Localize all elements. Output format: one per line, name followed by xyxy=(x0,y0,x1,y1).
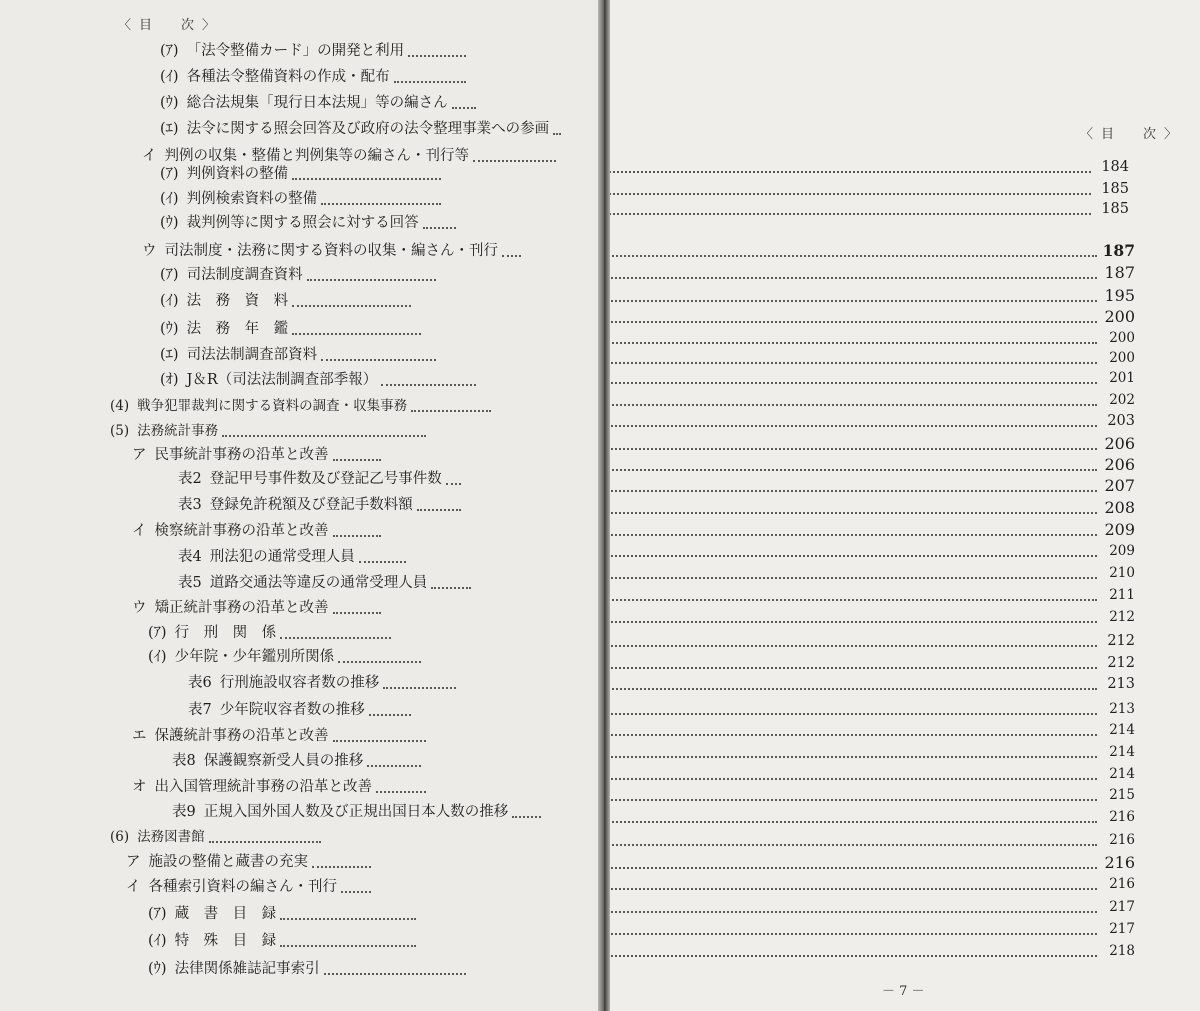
left-toc-entry xyxy=(126,876,375,898)
dot-leader xyxy=(610,703,1097,715)
right-toc-entry xyxy=(610,327,1135,349)
entry-marker: (5) xyxy=(110,423,130,439)
entry-title: 司法制度調査資料 xyxy=(186,267,303,283)
dot-leader xyxy=(610,161,1091,173)
dot-leader xyxy=(408,45,466,57)
dot-leader xyxy=(610,311,1097,323)
entry-marker: ア xyxy=(132,447,147,463)
entry-page-number: 212 xyxy=(1107,633,1135,649)
right-toc-entry xyxy=(610,475,1135,497)
entry-page-number: 187 xyxy=(1104,263,1135,282)
entry-title: 道路交通法等違反の通常受理人員 xyxy=(209,575,428,591)
entry-marker: (ｱ) xyxy=(160,166,179,182)
entry-page-number: 187 xyxy=(1102,241,1135,260)
entry-page-number: 209 xyxy=(1104,520,1135,539)
right-toc-entry xyxy=(610,784,1135,806)
entry-marker: 表6 xyxy=(188,675,212,691)
left-toc-entry xyxy=(148,622,395,644)
entry-marker: 表3 xyxy=(178,497,202,513)
entry-page-number: 200 xyxy=(1109,350,1135,366)
dot-leader xyxy=(369,704,411,716)
dot-leader xyxy=(411,400,491,412)
dot-leader xyxy=(610,811,1097,823)
entry-marker: (ｳ) xyxy=(160,95,179,111)
entry-title: 法務図書館 xyxy=(137,829,205,845)
dot-leader xyxy=(292,323,421,335)
right-toc-entry xyxy=(610,285,1135,307)
right-toc-entry xyxy=(610,454,1135,476)
entry-page-number: 218 xyxy=(1109,943,1135,959)
left-toc-entry xyxy=(160,66,470,88)
entry-page-number: 212 xyxy=(1107,655,1135,671)
entry-page-number: 216 xyxy=(1104,853,1135,872)
left-toc-entry xyxy=(148,930,420,952)
left-toc-entry xyxy=(160,369,480,391)
entry-page-number: 217 xyxy=(1109,921,1135,937)
dot-leader xyxy=(417,499,461,511)
left-toc-entry xyxy=(132,520,385,542)
entry-page-number: 216 xyxy=(1109,832,1135,848)
right-toc-entry xyxy=(610,389,1135,411)
right-toc-entry xyxy=(610,562,1135,584)
left-toc-entry xyxy=(178,468,465,490)
entry-page-number: 206 xyxy=(1104,434,1135,453)
dot-leader xyxy=(381,374,476,386)
dot-leader xyxy=(610,545,1097,557)
entry-page-number: 216 xyxy=(1109,809,1135,825)
left-toc-entry xyxy=(160,264,440,286)
entry-page-number: 211 xyxy=(1109,587,1135,603)
entry-marker: (ｱ) xyxy=(148,906,167,922)
right-toc-entry xyxy=(610,873,1135,895)
entry-marker: (ｳ) xyxy=(160,215,179,231)
dot-leader xyxy=(610,480,1097,492)
entry-marker: オ xyxy=(132,779,147,795)
entry-page-number: 210 xyxy=(1109,565,1135,581)
dot-leader xyxy=(610,372,1097,384)
entry-page-number: 200 xyxy=(1104,307,1135,326)
dot-leader xyxy=(610,635,1097,647)
page-number-footer: － 7 － xyxy=(882,984,925,999)
entry-marker: (ｲ) xyxy=(160,191,179,207)
entry-marker: 表8 xyxy=(172,753,196,769)
right-toc-entry xyxy=(610,519,1135,541)
entry-marker: (ｱ) xyxy=(160,43,179,59)
entry-page-number: 215 xyxy=(1109,787,1135,803)
entry-title: 判例の収集・整備と判例集等の編さん・刊行等 xyxy=(164,148,469,164)
dot-leader xyxy=(610,290,1097,302)
left-toc-entry xyxy=(132,444,385,466)
right-toc-entry xyxy=(610,741,1135,763)
entry-title: 戦争犯罪裁判に関する資料の調査・収集事務 xyxy=(137,398,408,414)
entry-title: 出入国管理統計事務の沿革と改善 xyxy=(154,779,372,795)
left-toc-entry xyxy=(110,826,325,848)
right-toc-entry xyxy=(610,918,1135,940)
entry-marker: 表5 xyxy=(178,575,202,591)
left-toc-entry xyxy=(178,546,410,568)
left-toc-entry xyxy=(142,240,525,262)
dot-leader xyxy=(321,349,436,361)
right-toc-entry xyxy=(610,673,1135,695)
dot-leader xyxy=(610,203,1091,215)
dot-leader xyxy=(324,963,466,975)
dot-leader xyxy=(610,857,1097,869)
left-toc-entry xyxy=(160,212,460,234)
entry-marker: ア xyxy=(126,854,141,870)
entry-marker: イ xyxy=(126,879,141,895)
right-toc-entry xyxy=(610,698,1135,720)
dot-leader xyxy=(502,245,521,257)
dot-leader xyxy=(338,651,421,663)
dot-leader xyxy=(610,901,1097,913)
dot-leader xyxy=(610,415,1097,427)
dot-leader xyxy=(376,781,426,793)
right-toc-entry xyxy=(610,262,1135,284)
left-toc-entry xyxy=(160,188,445,210)
dot-leader xyxy=(610,524,1097,536)
right-toc-entry xyxy=(610,156,1129,178)
dot-leader xyxy=(333,602,382,614)
right-toc-entry xyxy=(610,896,1135,918)
left-toc-entry xyxy=(178,494,465,516)
entry-title: 蔵 書 目 録 xyxy=(174,906,277,922)
dot-leader xyxy=(307,269,436,281)
dot-leader xyxy=(610,394,1097,406)
dot-leader xyxy=(610,567,1097,579)
dot-leader xyxy=(222,425,426,437)
entry-title: 裁判例等に関する照会に対する回答 xyxy=(186,215,419,231)
dot-leader xyxy=(610,267,1097,279)
entry-marker: 表4 xyxy=(178,549,202,565)
dot-leader xyxy=(610,768,1097,780)
entry-marker: (ｲ) xyxy=(160,69,179,85)
left-toc-entry xyxy=(172,801,545,823)
dot-leader xyxy=(473,150,556,162)
entry-title: 各種索引資料の編さん・刊行 xyxy=(148,879,337,895)
left-toc-entry xyxy=(160,290,415,312)
right-toc-entry xyxy=(610,198,1129,220)
dot-leader xyxy=(610,657,1097,669)
entry-page-number: 213 xyxy=(1107,676,1135,692)
left-toc-entry xyxy=(110,420,430,442)
entry-marker: (ｱ) xyxy=(160,267,179,283)
entry-page-number: 185 xyxy=(1101,201,1129,217)
left-toc-entry xyxy=(132,597,385,619)
entry-page-number: 213 xyxy=(1109,701,1135,717)
dot-leader xyxy=(610,945,1097,957)
dot-leader xyxy=(610,183,1091,195)
dot-leader xyxy=(512,806,541,818)
dot-leader xyxy=(383,677,456,689)
entry-title: 法律関係雑誌記事索引 xyxy=(174,961,320,977)
dot-leader xyxy=(610,789,1097,801)
left-toc-entry xyxy=(178,572,475,594)
right-toc-entry xyxy=(610,606,1135,628)
entry-title: 行 刑 関 係 xyxy=(174,625,277,641)
right-toc-entry xyxy=(610,347,1135,369)
entry-page-number: 216 xyxy=(1109,876,1135,892)
dot-leader xyxy=(610,746,1097,758)
right-page-header: 〈目 次〉 xyxy=(1080,127,1186,142)
dot-leader xyxy=(610,459,1097,471)
right-toc-entry xyxy=(610,178,1129,200)
entry-page-number: 207 xyxy=(1104,476,1135,495)
entry-page-number: 214 xyxy=(1109,744,1135,760)
entry-marker: (ｲ) xyxy=(160,293,179,309)
dot-leader xyxy=(610,332,1097,344)
entry-title: 保護観察新受人員の推移 xyxy=(203,753,364,769)
entry-marker: (4) xyxy=(110,398,130,414)
right-toc-entry xyxy=(610,584,1135,606)
left-toc-entry xyxy=(160,344,440,366)
dot-leader xyxy=(367,755,421,767)
entry-title: 検察統計事務の沿革と改善 xyxy=(154,523,329,539)
entry-marker: (6) xyxy=(110,829,130,845)
entry-marker: ウ xyxy=(142,243,157,259)
entry-marker: 表7 xyxy=(188,702,212,718)
entry-title: 少年院収容者数の推移 xyxy=(219,702,365,718)
entry-title: 判例資料の整備 xyxy=(186,166,289,182)
entry-page-number: 217 xyxy=(1109,899,1135,915)
dot-leader xyxy=(359,551,406,563)
left-toc-entry xyxy=(160,40,470,62)
entry-marker: (ｲ) xyxy=(148,649,167,665)
entry-page-number: 185 xyxy=(1101,181,1129,197)
dot-leader xyxy=(610,923,1097,935)
left-toc-entry xyxy=(132,725,430,747)
left-toc-entry xyxy=(148,646,425,668)
entry-marker: イ xyxy=(132,523,147,539)
entry-title: 施設の整備と蔵書の充実 xyxy=(148,854,308,870)
left-toc-entry xyxy=(160,118,550,140)
entry-title: 「法令整備カード」の開発と利用 xyxy=(186,43,405,59)
entry-title: 判例検索資料の整備 xyxy=(186,191,318,207)
entry-title: 正規入国外国人数及び正規出国日本人数の推移 xyxy=(203,804,509,820)
dot-leader xyxy=(292,295,411,307)
dot-leader xyxy=(321,193,441,205)
dot-leader xyxy=(280,908,416,920)
right-toc-entry xyxy=(610,940,1135,962)
dot-leader xyxy=(610,678,1097,690)
dot-leader xyxy=(431,577,471,589)
entry-marker: ウ xyxy=(132,600,147,616)
entry-title: 特 殊 目 録 xyxy=(174,933,277,949)
left-toc-entry xyxy=(188,672,460,694)
entry-title: 少年院・少年鑑別所関係 xyxy=(174,649,335,665)
dot-leader xyxy=(333,449,382,461)
entry-page-number: 208 xyxy=(1104,498,1135,517)
entry-page-number: 201 xyxy=(1109,370,1135,386)
entry-title: 司法制度・法務に関する資料の収集・編さん・刊行 xyxy=(164,243,498,259)
left-toc-entry xyxy=(160,318,425,340)
dot-leader xyxy=(610,502,1097,514)
entry-page-number: 212 xyxy=(1109,609,1135,625)
right-toc-entry xyxy=(610,763,1135,785)
dot-leader xyxy=(610,724,1097,736)
right-toc-entry xyxy=(610,367,1135,389)
left-toc-entry xyxy=(148,958,470,980)
entry-title: 法務統計事務 xyxy=(137,423,219,439)
entry-page-number: 209 xyxy=(1109,543,1135,559)
right-toc-entry xyxy=(610,540,1135,562)
dot-leader xyxy=(280,935,416,947)
book-gutter xyxy=(598,0,610,1011)
right-toc-entry xyxy=(610,852,1135,874)
entry-title: J＆R（司法法制調査部季報） xyxy=(186,372,378,388)
entry-marker: 表9 xyxy=(172,804,196,820)
entry-page-number: 184 xyxy=(1101,159,1129,175)
right-toc-entry xyxy=(610,829,1135,851)
right-toc-entry xyxy=(610,433,1135,455)
entry-page-number: 202 xyxy=(1109,392,1135,408)
right-toc-entry xyxy=(610,806,1135,828)
dot-leader xyxy=(312,856,371,868)
dot-leader xyxy=(452,97,476,109)
entry-title: 登記甲号事件数及び登記乙号事件数 xyxy=(209,471,442,487)
left-toc-entry xyxy=(148,903,420,925)
right-toc-entry xyxy=(610,719,1135,741)
right-toc-entry xyxy=(610,410,1135,432)
dot-leader xyxy=(280,627,391,639)
dot-leader xyxy=(553,123,561,135)
left-toc-entry xyxy=(188,699,415,721)
entry-page-number: 214 xyxy=(1109,766,1135,782)
entry-title: 登録免許税額及び登記手数料額 xyxy=(209,497,413,513)
entry-page-number: 203 xyxy=(1107,413,1135,429)
dot-leader xyxy=(341,881,371,893)
entry-marker: イ xyxy=(142,148,157,164)
right-page xyxy=(610,0,1200,1011)
left-toc-entry xyxy=(172,750,425,772)
entry-title: 法令に関する照会回答及び政府の法令整理事業への参画 xyxy=(186,121,550,137)
entry-title: 法 務 資 料 xyxy=(186,293,289,309)
dot-leader xyxy=(333,525,382,537)
entry-marker: エ xyxy=(132,728,147,744)
dot-leader xyxy=(610,589,1097,601)
right-toc-entry xyxy=(610,652,1135,674)
entry-title: 法 務 年 鑑 xyxy=(186,321,289,337)
dot-leader xyxy=(610,611,1097,623)
entry-marker: (ｵ) xyxy=(160,372,179,388)
right-toc-entry xyxy=(610,306,1135,328)
left-toc-entry xyxy=(126,851,375,873)
dot-leader xyxy=(209,831,321,843)
dot-leader xyxy=(333,730,427,742)
left-toc-entry xyxy=(132,776,430,798)
entry-marker: (ｴ) xyxy=(160,347,179,363)
entry-marker: 表2 xyxy=(178,471,202,487)
entry-title: 司法法制調査部資料 xyxy=(186,347,318,363)
entry-title: 行刑施設収容者数の推移 xyxy=(219,675,380,691)
dot-leader xyxy=(292,168,441,180)
right-toc-entry xyxy=(610,497,1135,519)
dot-leader xyxy=(610,352,1097,364)
left-toc-entry xyxy=(160,92,480,114)
entry-page-number: 195 xyxy=(1104,286,1135,305)
entry-marker: (ｳ) xyxy=(160,321,179,337)
dot-leader xyxy=(446,473,461,485)
entry-title: 民事統計事務の沿革と改善 xyxy=(154,447,329,463)
entry-page-number: 200 xyxy=(1109,330,1135,346)
entry-title: 刑法犯の通常受理人員 xyxy=(209,549,355,565)
right-toc-entry xyxy=(610,630,1135,652)
right-toc-entry xyxy=(610,240,1135,262)
left-toc-entry xyxy=(110,395,495,417)
entry-marker: (ｴ) xyxy=(160,121,179,137)
entry-title: 保護統計事務の沿革と改善 xyxy=(154,728,329,744)
dot-leader xyxy=(610,878,1097,890)
entry-page-number: 206 xyxy=(1104,455,1135,474)
left-toc-entry xyxy=(160,163,445,185)
dot-leader xyxy=(610,438,1097,450)
entry-title: 総合法規集「現行日本法規」等の編さん xyxy=(186,95,448,111)
dot-leader xyxy=(610,245,1097,257)
entry-page-number: 214 xyxy=(1109,722,1135,738)
left-page-header: 〈目 次〉 xyxy=(118,18,224,33)
entry-title: 各種法令整備資料の作成・配布 xyxy=(186,69,390,85)
dot-leader xyxy=(394,71,466,83)
entry-marker: (ｳ) xyxy=(148,961,167,977)
left-page xyxy=(0,0,598,1011)
entry-marker: (ｱ) xyxy=(148,625,167,641)
dot-leader xyxy=(610,834,1097,846)
entry-marker: (ｲ) xyxy=(148,933,167,949)
entry-title: 矯正統計事務の沿革と改善 xyxy=(154,600,329,616)
dot-leader xyxy=(423,217,456,229)
